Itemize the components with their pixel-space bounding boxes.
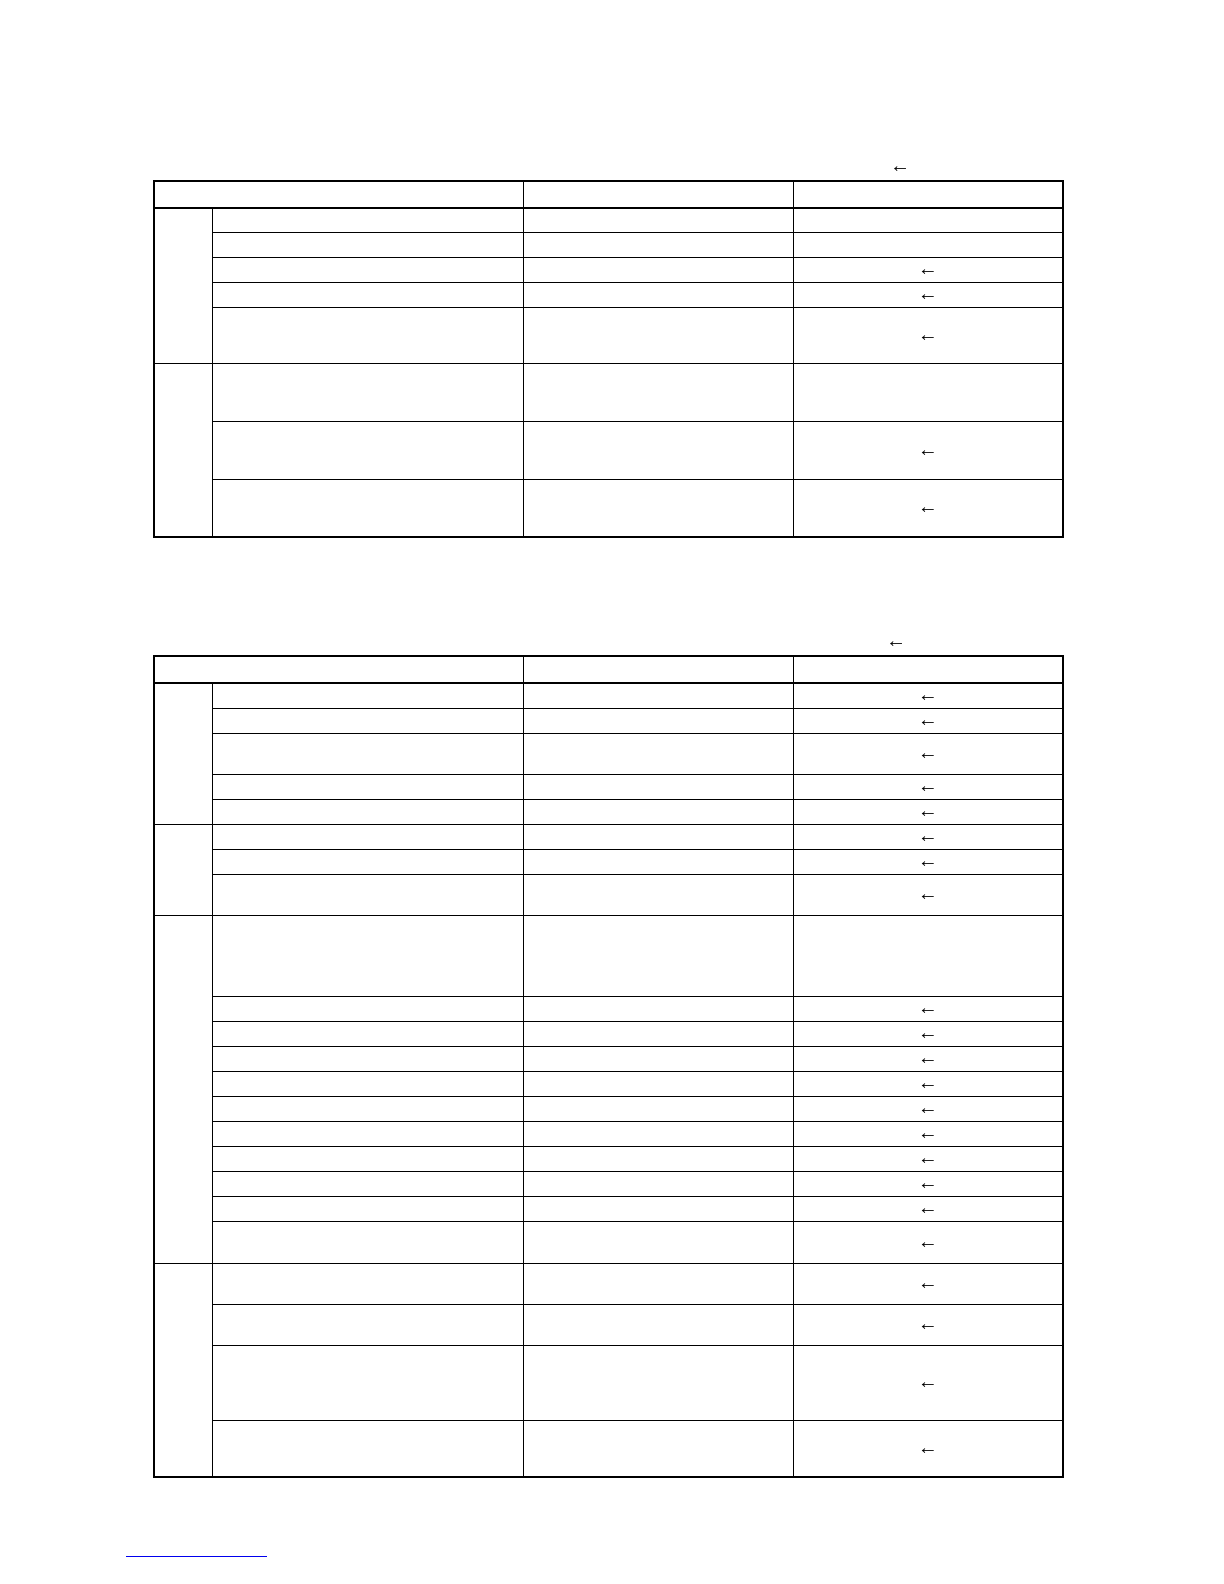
value-cell	[523, 1221, 793, 1263]
value-cell	[523, 421, 793, 479]
table-2-header-cell	[154, 656, 523, 683]
table-row	[154, 307, 1063, 363]
item-cell	[212, 1263, 523, 1304]
arrow-cell	[793, 849, 1063, 874]
table-row	[154, 996, 1063, 1021]
item-cell	[212, 683, 523, 708]
item-cell	[212, 708, 523, 733]
value-cell	[523, 363, 793, 421]
item-cell	[212, 421, 523, 479]
table-row	[154, 1071, 1063, 1096]
table-row	[154, 1021, 1063, 1046]
table-1-header-cell	[154, 181, 523, 208]
left-arrow-icon: ←	[917, 1436, 938, 1459]
left-arrow-icon: ←	[917, 1072, 938, 1094]
item-cell	[212, 824, 523, 849]
value-cell	[523, 799, 793, 824]
arrow-cell	[793, 363, 1063, 421]
arrow-cell	[793, 1263, 1063, 1304]
item-cell	[212, 1071, 523, 1096]
table2-note-arrow: ←	[886, 630, 906, 652]
left-arrow-icon: ←	[917, 258, 938, 280]
group-label-cell	[154, 824, 212, 915]
table-row	[154, 1345, 1063, 1420]
table-row	[154, 1096, 1063, 1121]
arrow-cell	[793, 1121, 1063, 1146]
table-row	[154, 708, 1063, 733]
table-row	[154, 282, 1063, 307]
left-arrow-icon: ←	[917, 438, 938, 461]
left-arrow-icon: ←	[917, 323, 938, 346]
footer-link-underline[interactable]	[126, 1556, 267, 1557]
arrow-cell	[793, 824, 1063, 849]
table-1	[153, 180, 1064, 538]
table-row	[154, 1221, 1063, 1263]
item-cell	[212, 799, 523, 824]
value-cell	[523, 1121, 793, 1146]
table-2-header-cell	[523, 656, 793, 683]
item-cell	[212, 479, 523, 537]
item-cell	[212, 282, 523, 307]
value-cell	[523, 307, 793, 363]
value-cell	[523, 1171, 793, 1196]
table-2-header-cell	[793, 656, 1063, 683]
left-arrow-icon: ←	[917, 1272, 938, 1294]
table-row	[154, 733, 1063, 774]
left-arrow-icon: ←	[917, 709, 938, 731]
left-arrow-icon: ←	[917, 825, 938, 847]
table-row	[154, 1171, 1063, 1196]
item-cell	[212, 1345, 523, 1420]
value-cell	[523, 996, 793, 1021]
arrow-cell	[793, 1046, 1063, 1071]
item-cell	[212, 1196, 523, 1221]
value-cell	[523, 1345, 793, 1420]
table-row	[154, 1263, 1063, 1304]
item-cell	[212, 363, 523, 421]
table-1-header-cell	[793, 181, 1063, 208]
table-row	[154, 1146, 1063, 1171]
item-cell	[212, 996, 523, 1021]
value-cell	[523, 282, 793, 307]
arrow-cell	[793, 1304, 1063, 1345]
left-arrow-icon: ←	[917, 1122, 938, 1144]
group-label-cell	[154, 915, 212, 1263]
value-cell	[523, 849, 793, 874]
arrow-cell	[793, 996, 1063, 1021]
arrow-cell	[793, 208, 1063, 232]
arrow-cell	[793, 1096, 1063, 1121]
table-row	[154, 363, 1063, 421]
value-cell	[523, 208, 793, 232]
value-cell	[523, 824, 793, 849]
group-label-cell	[154, 683, 212, 824]
item-cell	[212, 874, 523, 915]
value-cell	[523, 1071, 793, 1096]
item-cell	[212, 1304, 523, 1345]
left-arrow-icon: ←	[917, 800, 938, 822]
arrow-cell	[793, 257, 1063, 282]
item-cell	[212, 1046, 523, 1071]
value-cell	[523, 1196, 793, 1221]
item-cell	[212, 232, 523, 257]
value-cell	[523, 1146, 793, 1171]
arrow-cell	[793, 774, 1063, 799]
value-cell	[523, 733, 793, 774]
table1-note-arrow: ←	[890, 155, 910, 177]
left-arrow-icon: ←	[917, 684, 938, 707]
value-cell	[523, 257, 793, 282]
table-1-header-row	[154, 181, 1063, 208]
group-label-cell	[154, 1263, 212, 1477]
item-cell	[212, 208, 523, 232]
value-cell	[523, 1046, 793, 1071]
table-row	[154, 683, 1063, 708]
left-arrow-icon: ←	[917, 283, 938, 305]
arrow-cell	[793, 1021, 1063, 1046]
table-2	[153, 655, 1064, 1478]
left-arrow-icon: ←	[917, 1197, 938, 1219]
table-row	[154, 232, 1063, 257]
item-cell	[212, 774, 523, 799]
arrow-cell	[793, 421, 1063, 479]
left-arrow-icon: ←	[917, 1172, 938, 1194]
value-cell	[523, 1263, 793, 1304]
table-row	[154, 874, 1063, 915]
left-arrow-icon: ←	[917, 883, 938, 905]
left-arrow-icon: ←	[917, 775, 938, 797]
arrow-cell	[793, 1071, 1063, 1096]
left-arrow-icon: ←	[917, 997, 938, 1019]
item-cell	[212, 257, 523, 282]
group-label-cell	[154, 208, 212, 363]
left-arrow-icon: ←	[917, 496, 938, 519]
arrow-cell	[793, 1171, 1063, 1196]
value-cell	[523, 1304, 793, 1345]
table-row	[154, 208, 1063, 232]
table-row	[154, 1304, 1063, 1345]
table-row	[154, 479, 1063, 537]
value-cell	[523, 1021, 793, 1046]
value-cell	[523, 915, 793, 996]
value-cell	[523, 874, 793, 915]
value-cell	[523, 232, 793, 257]
left-arrow-icon: ←	[917, 1371, 938, 1393]
table-2-header-row	[154, 656, 1063, 683]
table-row	[154, 257, 1063, 282]
value-cell	[523, 774, 793, 799]
table-row	[154, 1420, 1063, 1477]
table-row	[154, 1196, 1063, 1221]
item-cell	[212, 307, 523, 363]
arrow-cell	[793, 232, 1063, 257]
item-cell	[212, 1096, 523, 1121]
arrow-cell	[793, 874, 1063, 915]
item-cell	[212, 849, 523, 874]
value-cell	[523, 479, 793, 537]
item-cell	[212, 733, 523, 774]
arrow-cell	[793, 915, 1063, 996]
group-label-cell	[154, 363, 212, 537]
table-row	[154, 774, 1063, 799]
arrow-cell	[793, 799, 1063, 824]
table-row	[154, 799, 1063, 824]
arrow-cell	[793, 1345, 1063, 1420]
arrow-cell	[793, 307, 1063, 363]
left-arrow-icon: ←	[917, 1047, 938, 1069]
arrow-cell	[793, 708, 1063, 733]
item-cell	[212, 915, 523, 996]
table-1-header-cell	[523, 181, 793, 208]
item-cell	[212, 1121, 523, 1146]
table-row	[154, 421, 1063, 479]
item-cell	[212, 1021, 523, 1046]
arrow-cell	[793, 282, 1063, 307]
left-arrow-icon: ←	[917, 1230, 938, 1253]
arrow-cell	[793, 479, 1063, 537]
left-arrow-icon: ←	[917, 742, 938, 764]
item-cell	[212, 1420, 523, 1477]
table-row	[154, 1046, 1063, 1071]
arrow-cell	[793, 733, 1063, 774]
value-cell	[523, 1096, 793, 1121]
arrow-cell	[793, 1146, 1063, 1171]
value-cell	[523, 683, 793, 708]
value-cell	[523, 1420, 793, 1477]
left-arrow-icon: ←	[917, 1022, 938, 1044]
table-row	[154, 1121, 1063, 1146]
table-row	[154, 849, 1063, 874]
item-cell	[212, 1171, 523, 1196]
item-cell	[212, 1221, 523, 1263]
left-arrow-icon: ←	[917, 1147, 938, 1169]
table-row	[154, 915, 1063, 996]
left-arrow-icon: ←	[917, 1313, 938, 1335]
arrow-cell	[793, 683, 1063, 708]
arrow-cell	[793, 1221, 1063, 1263]
left-arrow-icon: ←	[917, 1097, 938, 1119]
arrow-cell	[793, 1196, 1063, 1221]
left-arrow-icon: ←	[917, 850, 938, 872]
item-cell	[212, 1146, 523, 1171]
arrow-cell	[793, 1420, 1063, 1477]
value-cell	[523, 708, 793, 733]
table-row	[154, 824, 1063, 849]
